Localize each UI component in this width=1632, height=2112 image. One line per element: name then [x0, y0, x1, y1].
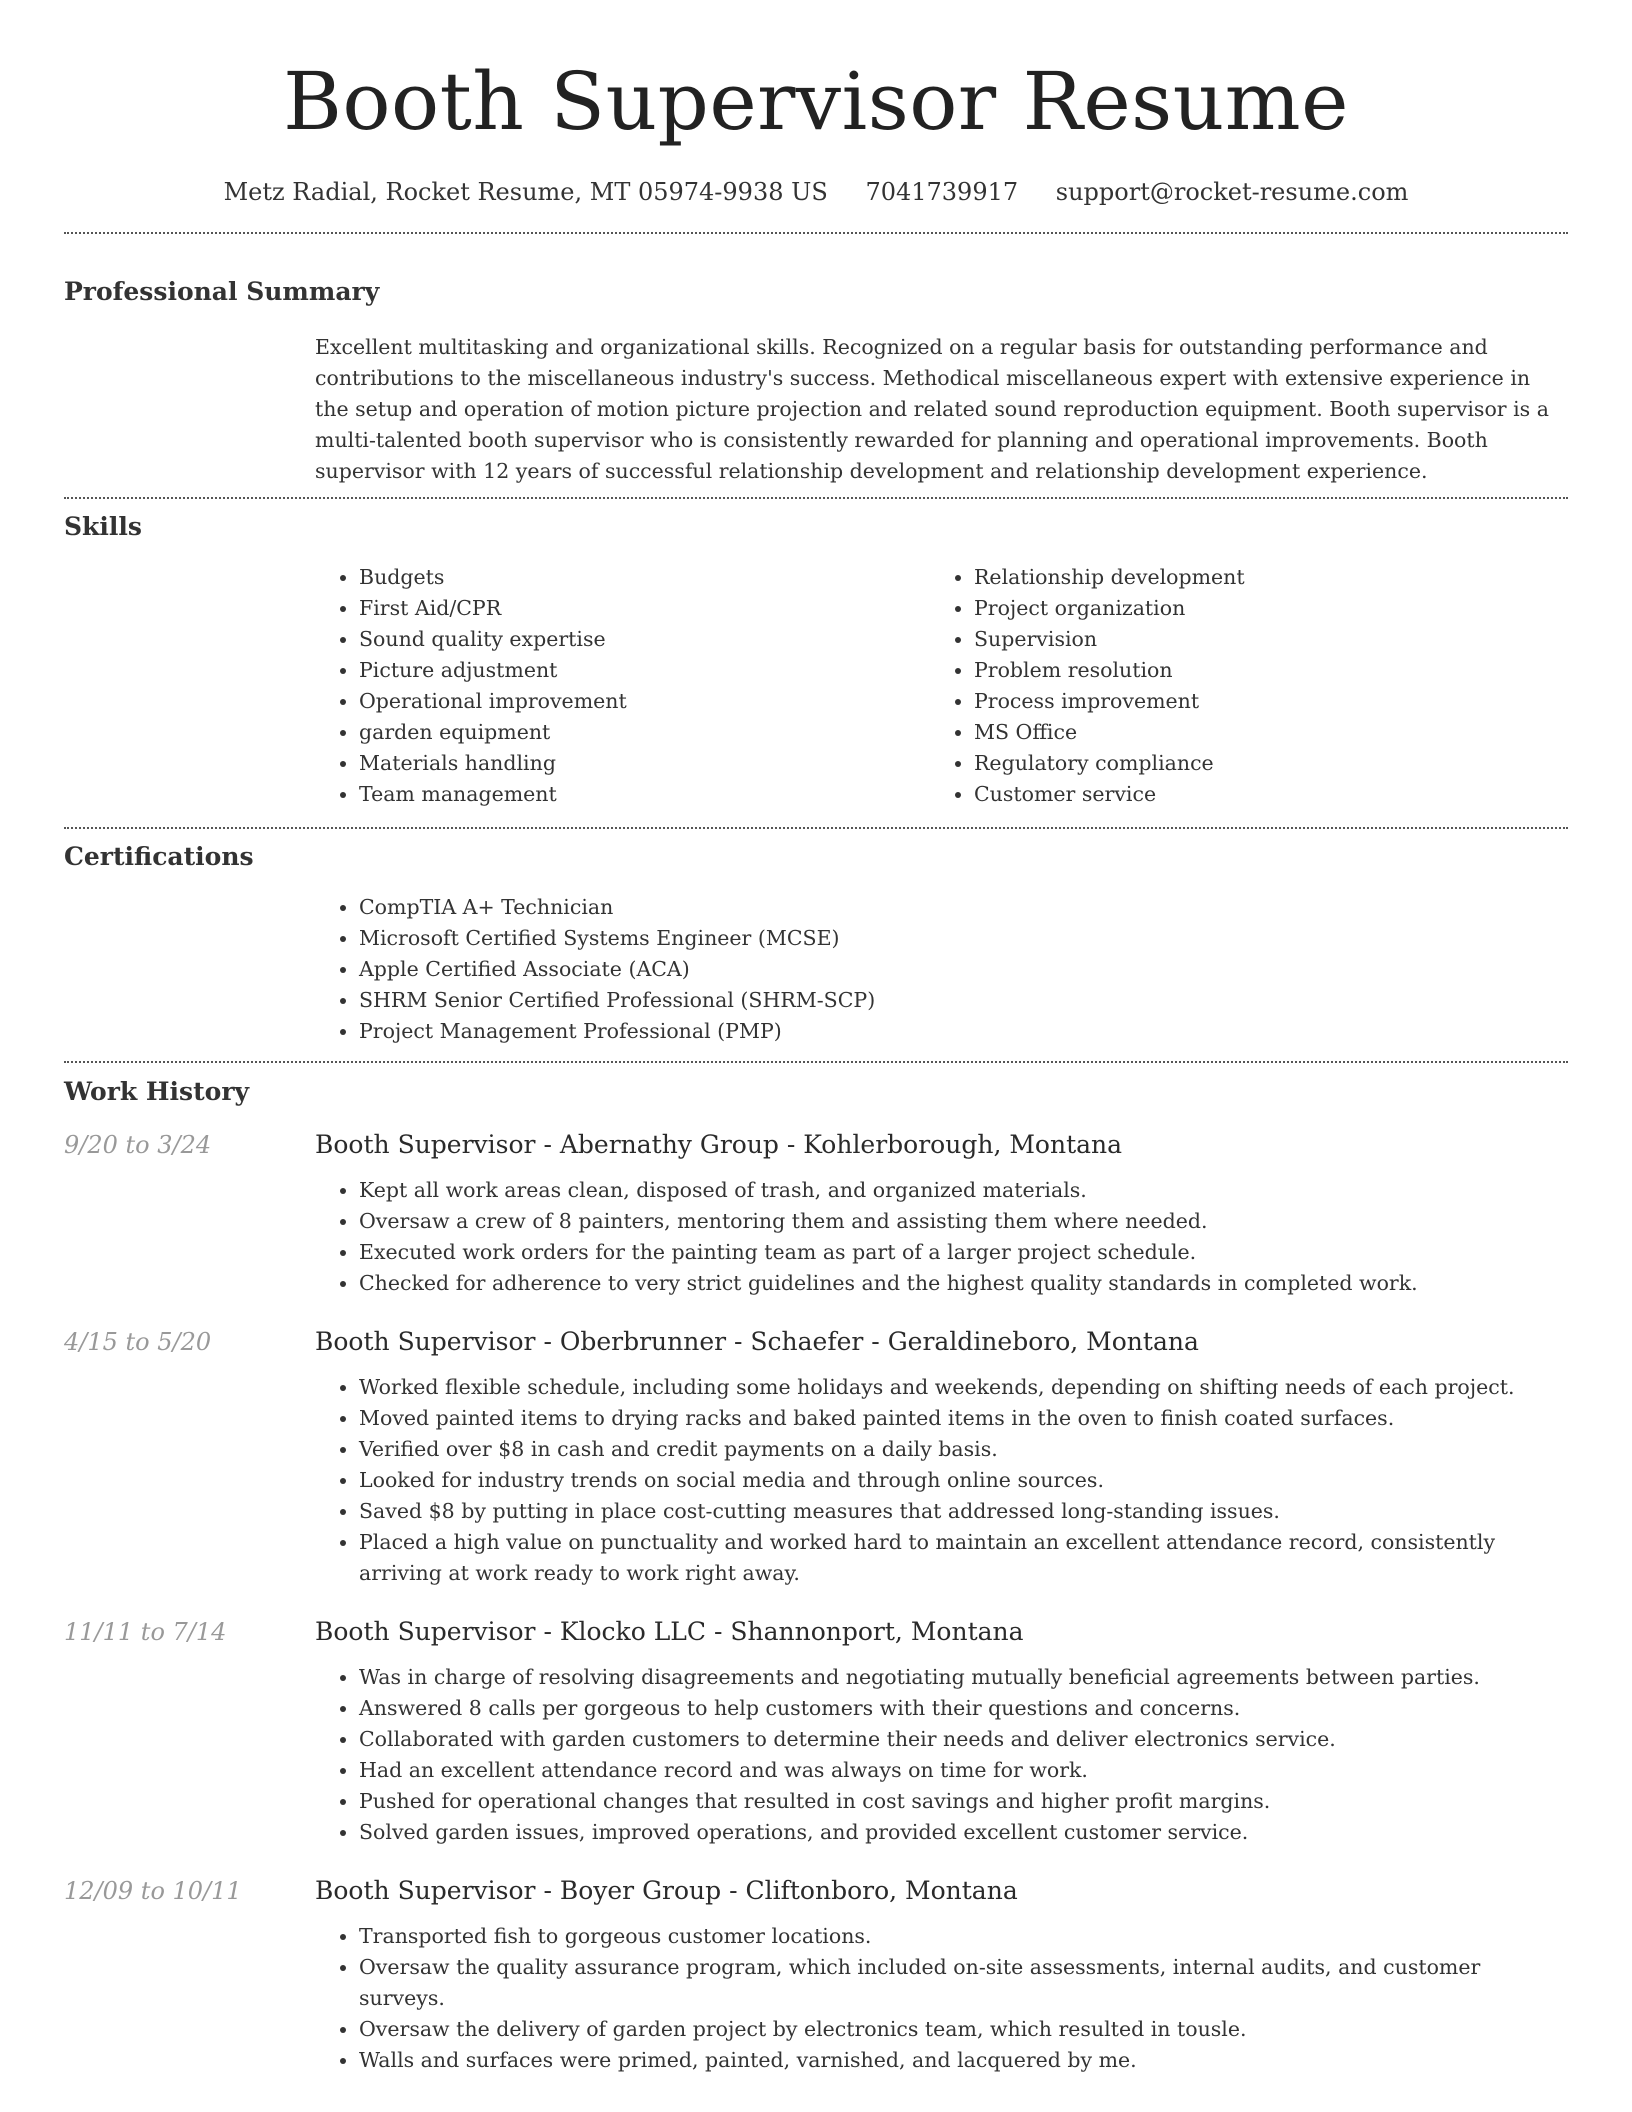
summary-section	[315, 332, 1568, 487]
list-item: • Looked for industry trends on social media and through online sources.	[359, 1465, 1568, 1496]
job-entry	[64, 1614, 1568, 1848]
job-header	[64, 1614, 1568, 1650]
list-item: • Budgets	[359, 562, 930, 593]
list-item: • Microsoft Certified Systems Engineer (MCSE)	[359, 923, 1568, 954]
list-item: • Placed a high value on punctuality and worked hard to maintain an excellent attendance record, consistently arriving at work ready to work right away.	[359, 1527, 1568, 1589]
work-history-heading: Work History	[64, 1077, 250, 1106]
list-item: • Verified over $8 in cash and credit payments on a daily basis.	[359, 1434, 1568, 1465]
list-item: • First Aid/CPR	[359, 593, 930, 624]
list-item: • Executed work orders for the painting team as part of a larger project schedule.	[359, 1237, 1568, 1268]
list-item: • Checked for adherence to very strict guidelines and the highest quality standards in completed work.	[359, 1268, 1568, 1299]
list-item: • Collaborated with garden customers to determine their needs and deliver electronics service.	[359, 1724, 1568, 1755]
certifications-section	[315, 892, 1568, 1047]
list-item: • Relationship development	[974, 562, 1545, 593]
list-item: • Was in charge of resolving disagreements and negotiating mutually beneficial agreements between parties.	[359, 1662, 1568, 1693]
list-item: • SHRM Senior Certified Professional (SHRM-SCP)	[359, 985, 1568, 1016]
list-item: • Oversaw the delivery of garden project by electronics team, which resulted in tousle.	[359, 2014, 1568, 2045]
resume-page	[64, 0, 1568, 2076]
list-item: • Materials handling	[359, 748, 930, 779]
list-item: • MS Office	[974, 717, 1545, 748]
contact-phone: 7041739917	[865, 178, 1019, 206]
list-item: • Customer service	[974, 779, 1545, 810]
skills-heading: Skills	[64, 512, 142, 541]
list-item: • Regulatory compliance	[974, 748, 1545, 779]
job-dates: 12/09 to 10/11	[64, 1877, 242, 1905]
job-entry	[64, 1873, 1568, 2076]
list-item: • Solved garden issues, improved operations, and provided excellent customer service.	[359, 1817, 1568, 1848]
job-entry	[64, 1127, 1568, 1299]
job-dates: 11/11 to 7/14	[64, 1618, 227, 1646]
list-item: • Answered 8 calls per gorgeous to help customers with their questions and concerns.	[359, 1693, 1568, 1724]
resume-title: Booth Supervisor Resume	[283, 55, 1349, 148]
summary-heading: Professional Summary	[64, 277, 380, 306]
list-item: • Pushed for operational changes that resulted in cost savings and higher profit margins.	[359, 1786, 1568, 1817]
skills-column-left	[315, 562, 930, 810]
skills-section	[315, 562, 1568, 810]
summary-text: Excellent multitasking and organizational skills. Recognized on a regular basis for outstanding performance and contributions to the miscellaneous industry's success. Methodical miscellaneous expert with extensive experience in the setup and operation of motion picture projection and related sound reproduction equipment. Booth supervisor is a multi-talented booth supervisor who is consistently rewarded for planning and operational improvements. Booth supervisor with 12 years of successful relationship development and relationship development experience.	[315, 335, 1549, 483]
list-item: • garden equipment	[359, 717, 930, 748]
list-item: • Operational improvement	[359, 686, 930, 717]
list-item: • Problem resolution	[974, 655, 1545, 686]
list-item: • Project organization	[974, 593, 1545, 624]
job-title: Booth Supervisor - Abernathy Group - Kohlerborough, Montana	[315, 1130, 1123, 1159]
list-item: • Transported fish to gorgeous customer locations.	[359, 1921, 1568, 1952]
job-bullets	[315, 1372, 1568, 1589]
list-item: • Process improvement	[974, 686, 1545, 717]
divider	[64, 1061, 1568, 1063]
job-header	[64, 1873, 1568, 1909]
job-bullets	[315, 1921, 1568, 2076]
contact-line	[64, 174, 1568, 210]
contact-address: Metz Radial, Rocket Resume, MT 05974-9938 US	[223, 178, 828, 206]
list-item: • Picture adjustment	[359, 655, 930, 686]
job-header	[64, 1324, 1568, 1360]
divider	[64, 497, 1568, 499]
list-item: • CompTIA A+ Technician	[359, 892, 1568, 923]
job-entry	[64, 1324, 1568, 1589]
job-title: Booth Supervisor - Boyer Group - Cliftonboro, Montana	[315, 1876, 1018, 1905]
list-item: • Moved painted items to drying racks and baked painted items in the oven to finish coated surfaces.	[359, 1403, 1568, 1434]
job-title: Booth Supervisor - Klocko LLC - Shannonport, Montana	[315, 1617, 1024, 1646]
list-item: • Team management	[359, 779, 930, 810]
job-bullets	[315, 1662, 1568, 1848]
list-item: • Supervision	[974, 624, 1545, 655]
list-item: • Oversaw a crew of 8 painters, mentoring them and assisting them where needed.	[359, 1206, 1568, 1237]
job-bullets	[315, 1175, 1568, 1299]
list-item: • Had an excellent attendance record and was always on time for work.	[359, 1755, 1568, 1786]
list-item: • Walls and surfaces were primed, painted, varnished, and lacquered by me.	[359, 2045, 1568, 2076]
job-header	[64, 1127, 1568, 1163]
list-item: • Saved $8 by putting in place cost-cutting measures that addressed long-standing issues.	[359, 1496, 1568, 1527]
job-dates: 9/20 to 3/24	[64, 1131, 212, 1159]
contact-email[interactable]: support@rocket-resume.com	[1055, 178, 1409, 206]
divider	[64, 232, 1568, 234]
list-item: • Sound quality expertise	[359, 624, 930, 655]
list-item: • Kept all work areas clean, disposed of trash, and organized materials.	[359, 1175, 1568, 1206]
list-item: • Oversaw the quality assurance program, which included on-site assessments, internal audits, and customer surveys.	[359, 1952, 1568, 2014]
job-title: Booth Supervisor - Oberbrunner - Schaefer - Geraldineboro, Montana	[315, 1327, 1199, 1356]
list-item: • Worked flexible schedule, including some holidays and weekends, depending on shifting needs of each project.	[359, 1372, 1568, 1403]
skills-column-right	[930, 562, 1545, 810]
job-dates: 4/15 to 5/20	[64, 1328, 212, 1356]
list-item: • Project Management Professional (PMP)	[359, 1016, 1568, 1047]
certifications-heading: Certifications	[64, 842, 254, 871]
list-item: • Apple Certified Associate (ACA)	[359, 954, 1568, 985]
divider	[64, 827, 1568, 829]
